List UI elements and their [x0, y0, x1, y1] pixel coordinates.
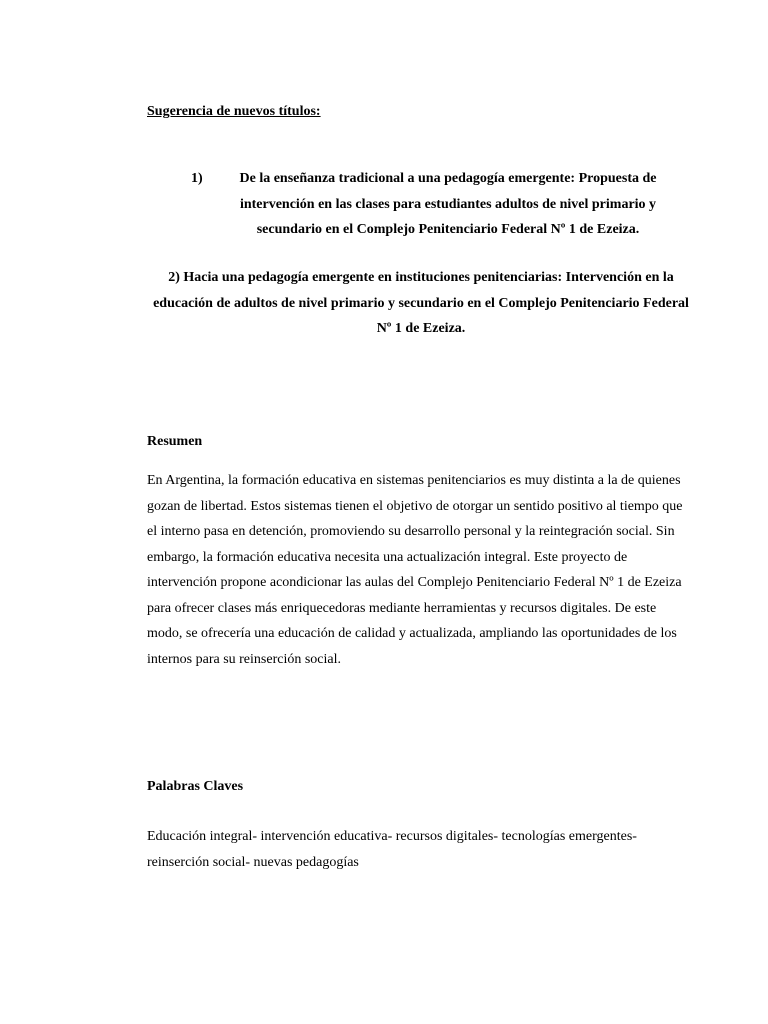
- abstract-body: En Argentina, la formación educativa en sistemas penitenciarios es muy distinta a la de quienes gozan de libertad. Estos sistemas tienen el objetivo de otorgar un sentido positivo al tiempo que el interno pasa en detención, promoviendo su desarrollo personal y la reintegración social. Sin embargo, la formación educativa necesita una actualización integral. Este proyecto de intervención propone acondicionar las aulas del Complejo Penitenciario Federal Nº 1 de Ezeiza para ofrecer clases más enriquecedoras mediante herramientas y recursos digitales. De este modo, se ofrecería una educación de calidad y actualizada, ampliando las oportunidades de los internos para su reinserción social.: [147, 473, 683, 667]
- suggestion-heading: Sugerencia de nuevos títulos:: [147, 104, 321, 119]
- title-option-1-text: De la enseñanza tradicional a una pedagogía emergente: Propuesta de intervención en las clases para estudiantes adultos de nivel primario y secundario en el Complejo Penitenciario Federal Nº 1 de Ezeiza.: [239, 171, 657, 237]
- keywords-body: Educación integral- intervención educativa- recursos digitales- tecnologías emergentes- reinserción social- nuevas pedagogías: [147, 829, 637, 870]
- title-option-2: 2) Hacia una pedagogía emergente en instituciones penitenciarias: Intervención en la educación de adultos de nivel primario y secundario en el Complejo Penitenciario Federal Nº 1 de Ezeiza.: [153, 270, 689, 336]
- abstract-heading: Resumen: [147, 434, 203, 449]
- title-option-1: [191, 166, 731, 243]
- keywords-heading: Palabras Claves: [147, 779, 244, 794]
- title-option-1-number: 1): [191, 171, 203, 186]
